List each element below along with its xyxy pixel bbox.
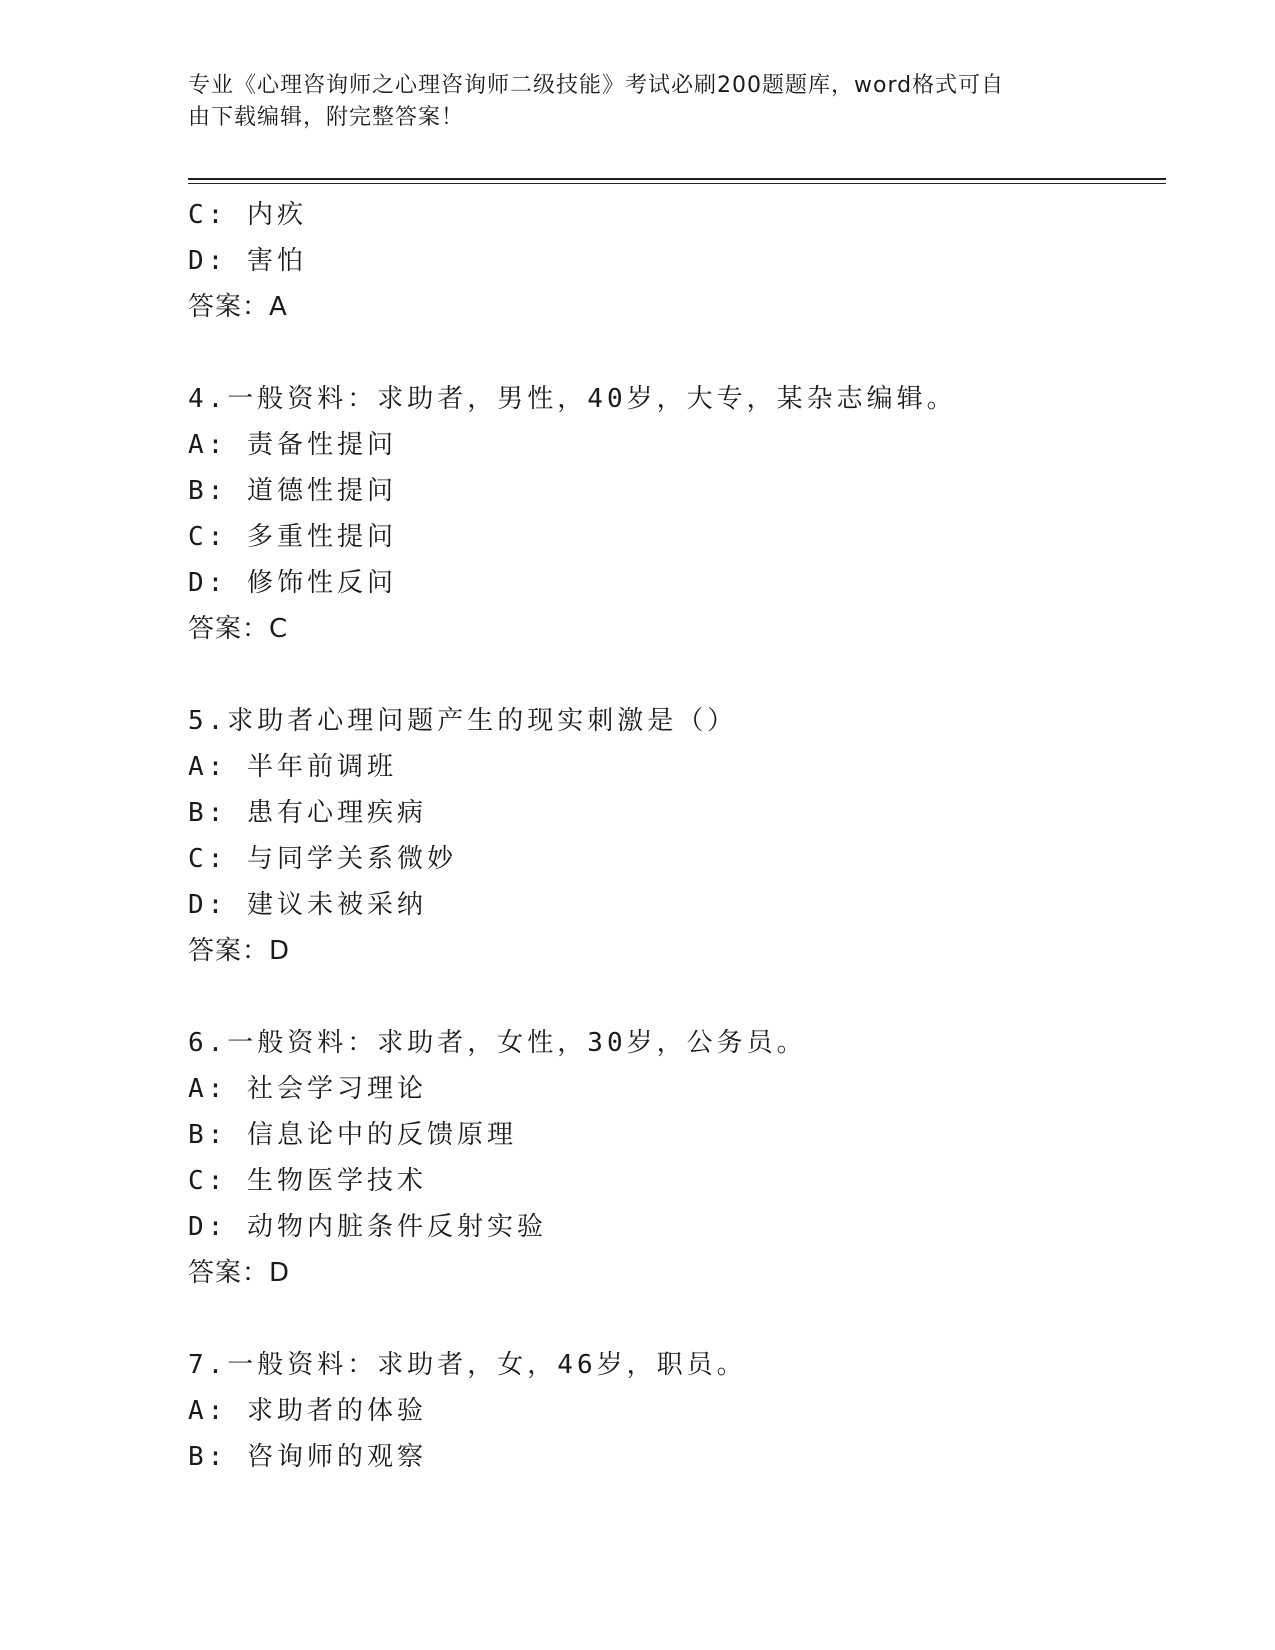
answer-line: 答案：D — [188, 1258, 291, 1288]
question-stem: 4.一般资料：求助者，男性，40岁，大专，某杂志编辑。 — [188, 384, 957, 414]
option-d: D: 害怕 — [188, 246, 307, 276]
question-block-7 — [188, 1342, 1148, 1480]
document-header — [188, 70, 1088, 134]
spacer — [188, 330, 1148, 376]
option-a: A: 责备性提问 — [188, 430, 397, 460]
option-d: D: 修饰性反问 — [188, 568, 397, 598]
header-line-1: 专业《心理咨询师之心理咨询师二级技能》考试必刷200题题库，word格式可自 — [188, 73, 1005, 98]
option-a: A: 求助者的体验 — [188, 1396, 427, 1426]
question-list — [188, 192, 1148, 1480]
question-block-5 — [188, 698, 1148, 974]
question-block-4 — [188, 376, 1148, 652]
header-divider-thick — [188, 178, 1166, 180]
option-c: C: 与同学关系微妙 — [188, 844, 457, 874]
question-stem: 5.求助者心理问题产生的现实刺激是（） — [188, 706, 738, 736]
option-d: D: 动物内脏条件反射实验 — [188, 1212, 547, 1242]
header-line-2: 由下载编辑，附完整答案！ — [188, 105, 465, 130]
answer-line: 答案：D — [188, 936, 291, 966]
question-block-3-continuation — [188, 192, 1148, 330]
option-a: A: 半年前调班 — [188, 752, 397, 782]
spacer — [188, 974, 1148, 1020]
answer-line: 答案：C — [188, 614, 289, 644]
option-c: C: 生物医学技术 — [188, 1166, 427, 1196]
spacer — [188, 1296, 1148, 1342]
option-c: C: 多重性提问 — [188, 522, 397, 552]
question-block-6 — [188, 1020, 1148, 1296]
answer-line: 答案：A — [188, 292, 288, 322]
option-b: B: 咨询师的观察 — [188, 1442, 427, 1472]
option-b: B: 信息论中的反馈原理 — [188, 1120, 517, 1150]
option-b: B: 道德性提问 — [188, 476, 397, 506]
header-divider-thin — [188, 183, 1166, 184]
option-b: B: 患有心理疾病 — [188, 798, 427, 828]
question-stem: 7.一般资料：求助者，女，46岁，职员。 — [188, 1350, 747, 1380]
question-stem: 6.一般资料：求助者，女性，30岁，公务员。 — [188, 1028, 807, 1058]
option-a: A: 社会学习理论 — [188, 1074, 427, 1104]
spacer — [188, 652, 1148, 698]
option-c: C: 内疚 — [188, 200, 307, 230]
option-d: D: 建议未被采纳 — [188, 890, 427, 920]
